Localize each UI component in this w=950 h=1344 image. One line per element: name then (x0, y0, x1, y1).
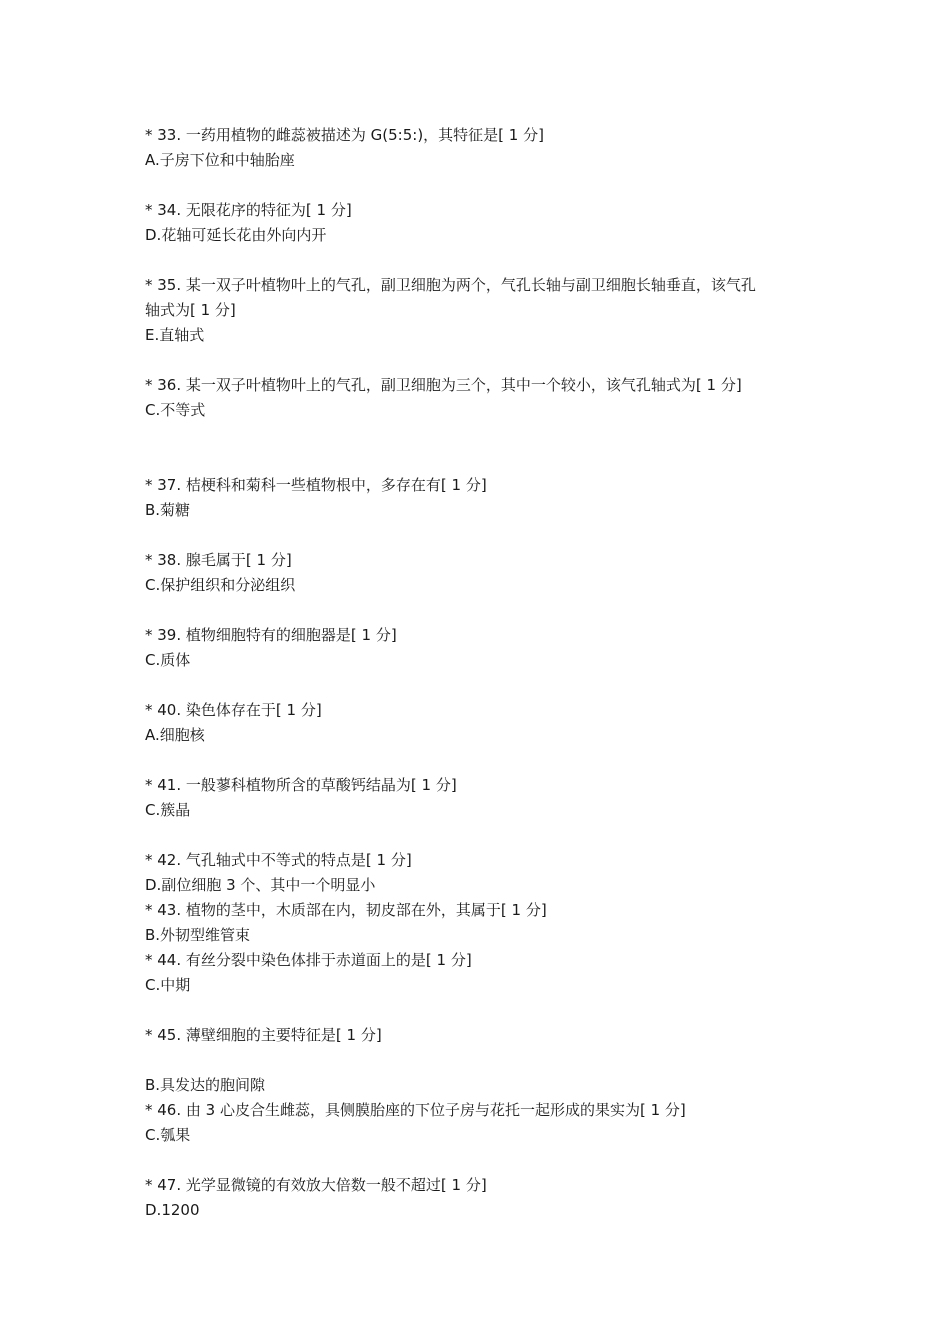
question-37: * 37. 桔梗科和菊科一些植物根中，多存在有[ 1 分] (145, 476, 487, 494)
spacer (145, 598, 825, 623)
question-35-line1: * 35. 某一双子叶植物叶上的气孔，副卫细胞为两个，气孔长轴与副卫细胞长轴垂直，该气孔 (145, 276, 756, 294)
answer-40: A.细胞核 (145, 726, 205, 744)
answer-34: D.花轴可延长花由外向内开 (145, 226, 327, 244)
answer-41: C.簇晶 (145, 801, 191, 819)
spacer (145, 248, 825, 273)
question-42: * 42. 气孔轴式中不等式的特点是[ 1 分] (145, 851, 412, 869)
spacer (145, 348, 825, 373)
answer-47: D.1200 (145, 1201, 200, 1219)
spacer (145, 173, 825, 198)
answer-37: B.菊糖 (145, 501, 191, 519)
spacer (145, 823, 825, 848)
spacer (145, 523, 825, 548)
answer-38: C.保护组织和分泌组织 (145, 576, 296, 594)
question-46: * 46. 由 3 心皮合生雌蕊，具侧膜胎座的下位子房与花托一起形成的果实为[ 1 分] (145, 1101, 686, 1119)
answer-46: C.瓠果 (145, 1126, 191, 1144)
question-38: * 38. 腺毛属于[ 1 分] (145, 551, 292, 569)
question-45: * 45. 薄壁细胞的主要特征是[ 1 分] (145, 1026, 382, 1044)
spacer (145, 673, 825, 698)
spacer (145, 1048, 825, 1073)
document-page (145, 123, 825, 1223)
question-33: * 33. 一药用植物的雌蕊被描述为 G(5:5:)，其特征是[ 1 分] (145, 126, 544, 144)
question-35-line2: 轴式为[ 1 分] (145, 301, 236, 319)
answer-36: C.不等式 (145, 401, 206, 419)
question-47: * 47. 光学显微镜的有效放大倍数一般不超过[ 1 分] (145, 1176, 487, 1194)
spacer (145, 1148, 825, 1173)
question-40: * 40. 染色体存在于[ 1 分] (145, 701, 322, 719)
question-44: * 44. 有丝分裂中染色体排于赤道面上的是[ 1 分] (145, 951, 472, 969)
question-43: * 43. 植物的茎中，木质部在内，韧皮部在外，其属于[ 1 分] (145, 901, 547, 919)
spacer (145, 448, 825, 473)
answer-33: A.子房下位和中轴胎座 (145, 151, 295, 169)
spacer (145, 998, 825, 1023)
answer-45: B.具发达的胞间隙 (145, 1076, 266, 1094)
question-41: * 41. 一般蓼科植物所含的草酸钙结晶为[ 1 分] (145, 776, 457, 794)
answer-43: B.外韧型维管束 (145, 926, 251, 944)
spacer (145, 423, 825, 448)
answer-39: C.质体 (145, 651, 191, 669)
answer-35: E.直轴式 (145, 326, 205, 344)
question-39: * 39. 植物细胞特有的细胞器是[ 1 分] (145, 626, 397, 644)
question-36: * 36. 某一双子叶植物叶上的气孔，副卫细胞为三个，其中一个较小，该气孔轴式为[ 1 分] (145, 376, 742, 394)
question-34: * 34. 无限花序的特征为[ 1 分] (145, 201, 352, 219)
answer-42: D.副位细胞 3 个、其中一个明显小 (145, 876, 376, 894)
spacer (145, 748, 825, 773)
answer-44: C.中期 (145, 976, 191, 994)
